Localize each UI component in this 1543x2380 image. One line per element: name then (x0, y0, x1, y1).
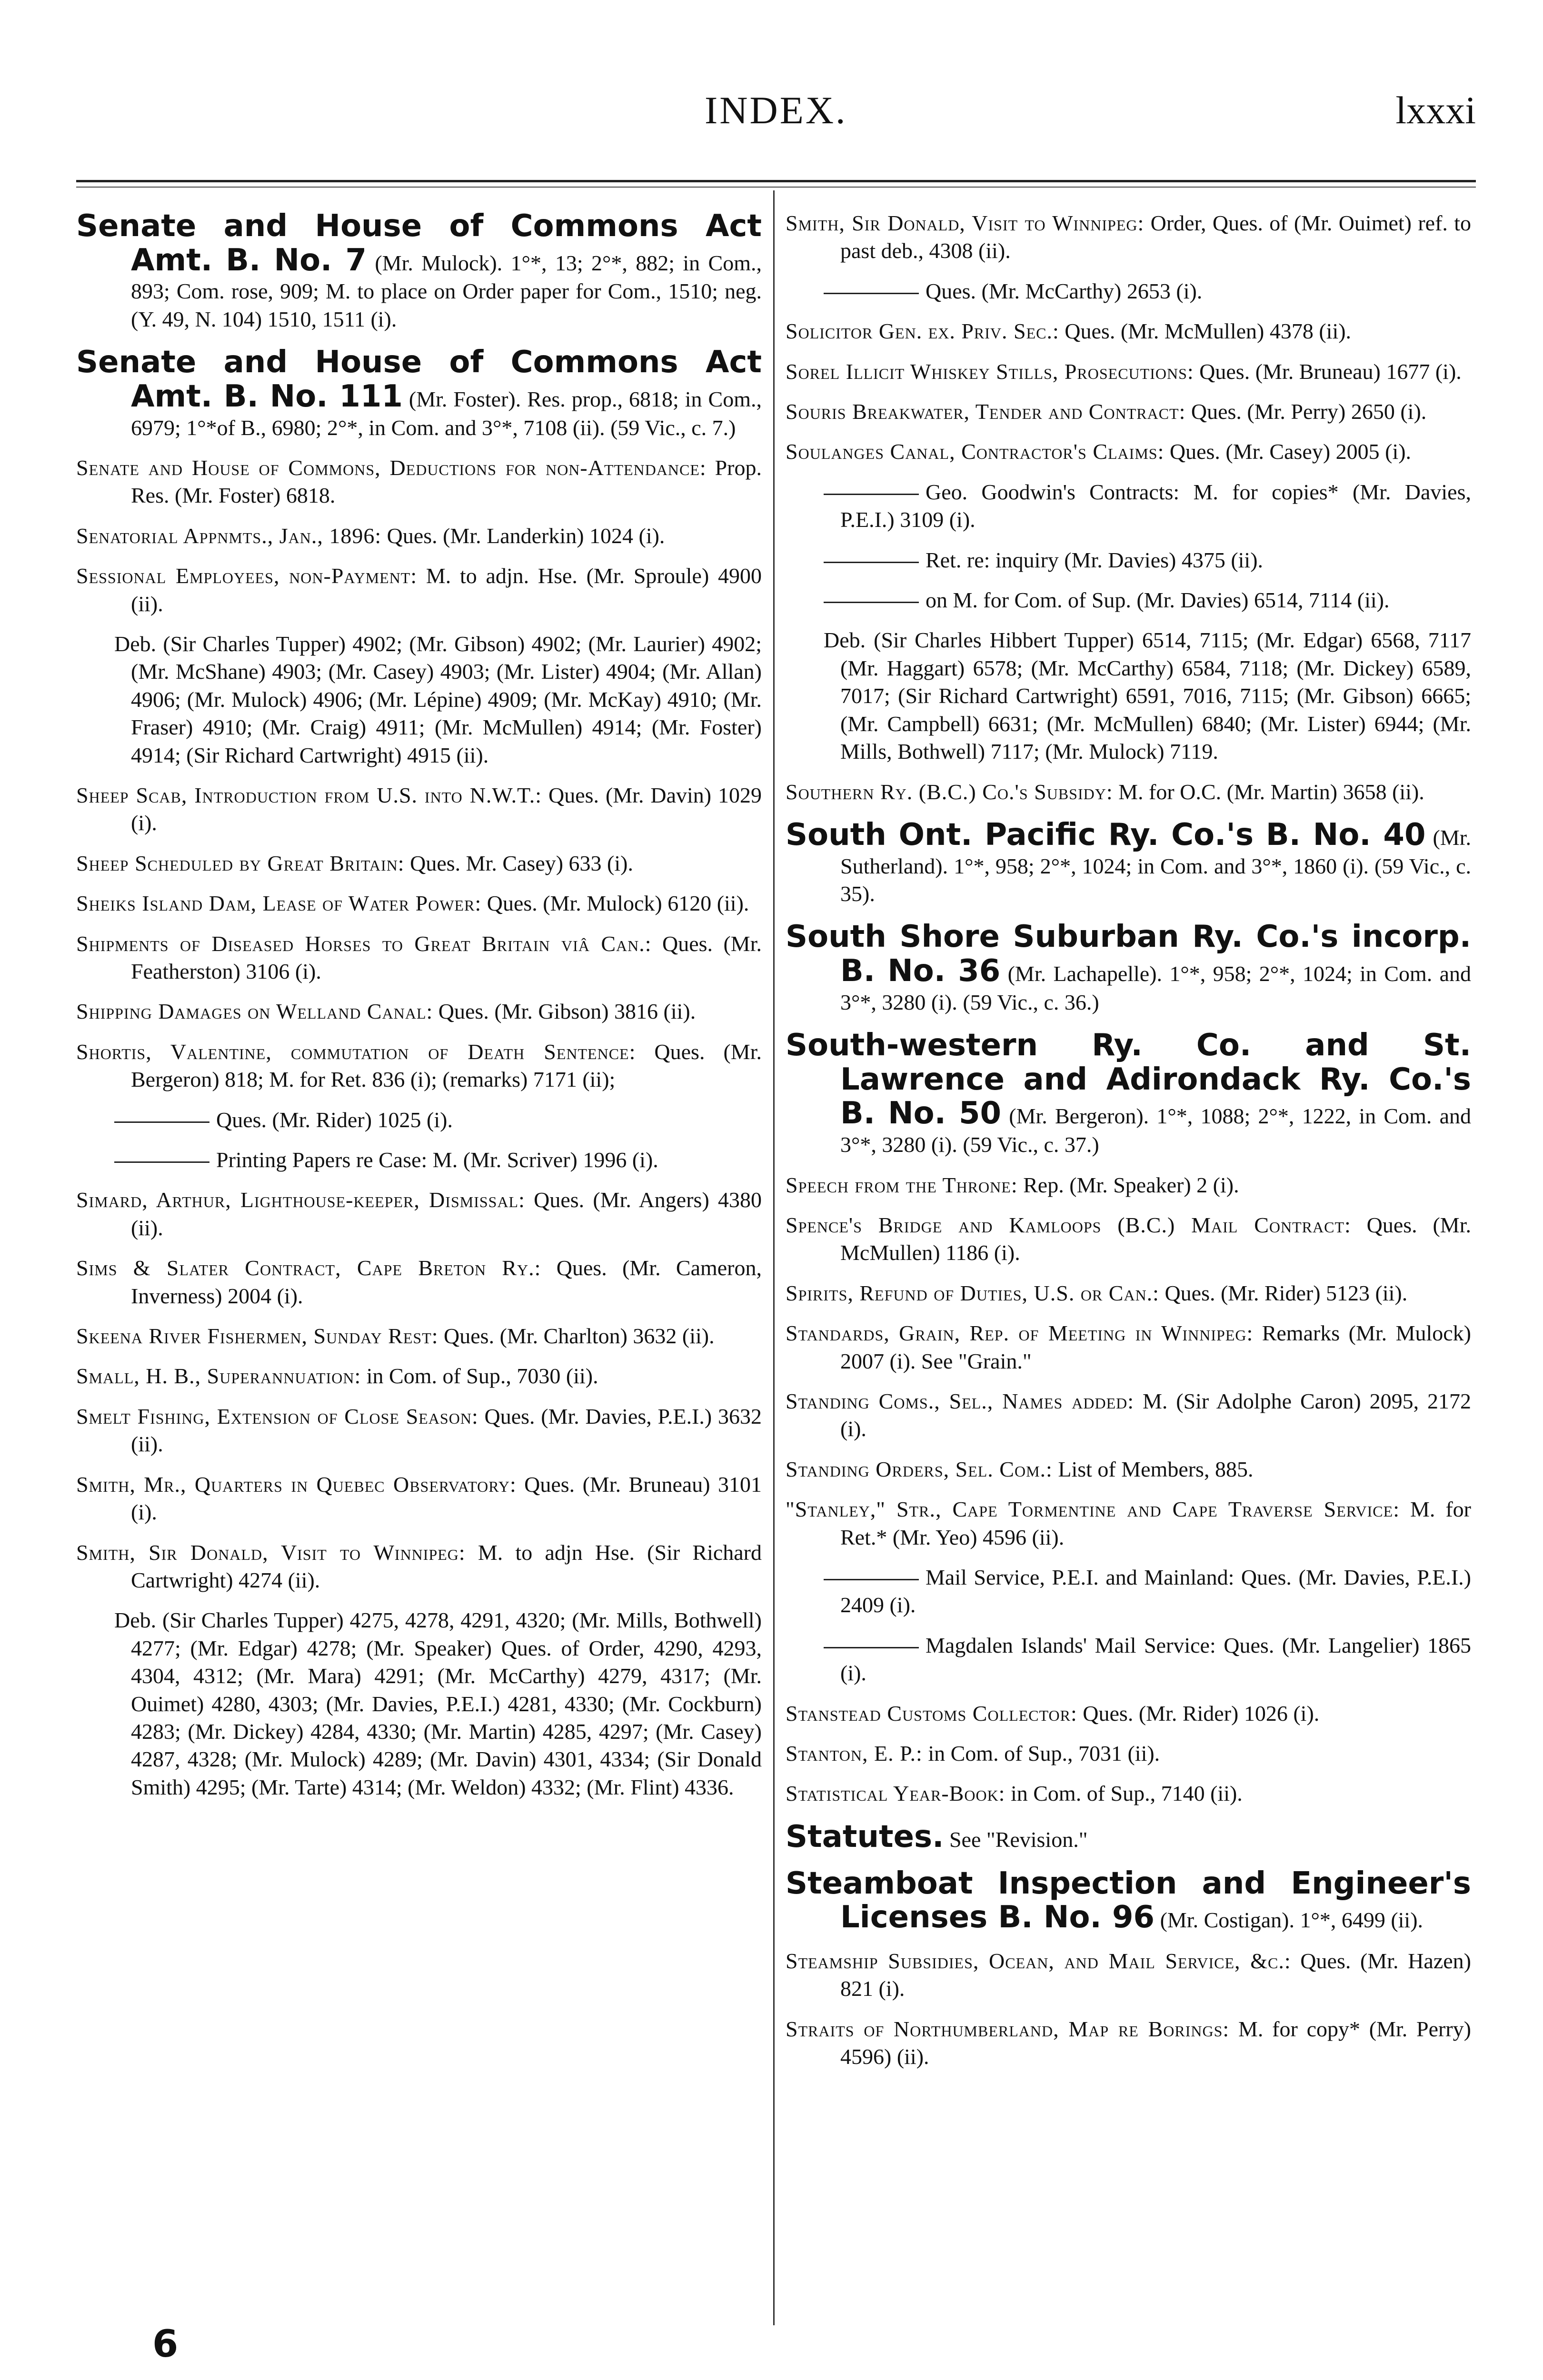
entry-heading: Smith, Sir Donald, Visit to Winnipeg: (76, 1540, 466, 1565)
index-entry (786, 920, 1471, 1016)
entry-body: Deb. (Sir Charles Hibbert Tupper) 6514, 7115; (Mr. Edgar) 6568, 7117 (Mr. Haggart) 6578; (Mr. McCarthy) 6584, 7118; (Mr. Dickey) 6589, 7017; (Sir Richard Cartwright) 6591, 7016, 7115; (Mr. Gibson) 6665; (Mr. Campbell) 6631; (Mr. McMullen) 6840; (Mr. Lister) 6944; (Mr. Mills, Bothwell) 7117; (Mr. Mulock) 7119. (824, 628, 1471, 764)
entry-body: M. to adjn. Hse. (Mr. Sproule) 4900 (ii). (131, 564, 762, 616)
page-header (76, 88, 1476, 145)
entry-body: (Mr. Mulock). 1°*, 13; 2°*, 882; in Com., 893; Com. rose, 909; M. to place on Order paper for Com., 1510; neg. (Y. 49, N. 104) 1510, 1511 (i). (131, 250, 762, 331)
entry-body: in Com. of Sup., 7030 (ii). (361, 1364, 598, 1388)
entry-heading: Solicitor Gen. ex. Priv. Sec.: (786, 319, 1059, 344)
entry-body: List of Members, 885. (1052, 1457, 1254, 1481)
ditto-dash (114, 1121, 209, 1123)
entry-body: Geo. Goodwin's Contracts: M. for copies* (Mr. Davies, P.E.I.) 3109 (i). (840, 479, 1471, 532)
index-entry (76, 1186, 762, 1242)
entry-heading: Sorel Illicit Whiskey Stills, Prosecutions: (786, 359, 1194, 384)
entry-body: Rep. (Mr. Speaker) 2 (i). (1017, 1172, 1239, 1197)
ditto-dash (824, 494, 919, 495)
entry-body: on M. for Com. of Sup. (Mr. Davies) 6514, 7114 (ii). (926, 588, 1390, 613)
index-entry (76, 998, 762, 1025)
index-entry (786, 546, 1471, 574)
entry-heading: Senatorial Appnmts., Jan., 1896: (76, 523, 382, 548)
index-entry (76, 1471, 762, 1527)
ditto-dash (824, 602, 919, 603)
entry-heading: Steamship Subsidies, Ocean, and Mail Service, &c.: (786, 1948, 1291, 1973)
index-entry (786, 278, 1471, 305)
entry-body: Ques. (Mr. Gibson) 3816 (ii). (433, 999, 696, 1024)
entry-heading: Stanstead Customs Collector: (786, 1701, 1077, 1726)
index-entry (786, 478, 1471, 534)
entry-body: (Mr. Foster). Res. prop., 6818; in Com., 6979; 1°*of B., 6980; 2°*, in Com. and 3°*, 7108 (ii). (59 Vic., c. 7.) (131, 387, 762, 440)
entry-heading: Sheiks Island Dam, Lease of Water Power: (76, 891, 482, 916)
entry-heading: South Shore Suburban Ry. Co.'s incorp. B. No. 36 (786, 919, 1471, 989)
entry-heading: Soulanges Canal, Contractor's Claims: (786, 439, 1165, 464)
index-entry (786, 818, 1471, 908)
entry-body: Mail Service, P.E.I. and Mainland: Ques. (Mr. Davies, P.E.I.) 2409 (i). (840, 1565, 1471, 1617)
entry-heading: "Stanley," Str., Cape Tormentine and Cape Traverse Service: (786, 1497, 1400, 1522)
ditto-dash (824, 1579, 919, 1580)
entry-body: Ques. (Mr. Casey) 2005 (i). (1164, 439, 1412, 464)
entry-body: Ques. (Mr. Rider) 1026 (i). (1077, 1701, 1320, 1726)
index-entry (786, 586, 1471, 614)
page-title: INDEX. (705, 89, 847, 132)
entry-body: Ques. (Mr. Angers) 4380 (ii). (131, 1188, 762, 1240)
index-entry (786, 1947, 1471, 2003)
index-entry (786, 2015, 1471, 2071)
index-entry (76, 522, 762, 550)
entry-heading: Shortis, Valentine, commutation of Death Sentence: (76, 1039, 636, 1064)
entry-heading: Southern Ry. (B.C.) Co.'s Subsidy: (786, 779, 1113, 804)
index-entry (786, 1632, 1471, 1687)
index-entry (786, 626, 1471, 765)
ditto-dash (824, 562, 919, 563)
index-entry (76, 930, 762, 986)
index-entry (76, 1146, 762, 1174)
entry-heading: Senate and House of Commons Act Amt. B. No. 111 (76, 345, 762, 414)
entry-heading: Speech from the Throne: (786, 1172, 1018, 1197)
entry-heading: Spirits, Refund of Duties, U.S. or Can.: (786, 1280, 1159, 1305)
entry-body: Deb. (Sir Charles Tupper) 4275, 4278, 4291, 4320; (Mr. Mills, Bothwell) 4277; (Mr. Edgar) 4278; (Mr. Speaker) Ques. of Order, 4290, 4293, 4304, 4312; (Mr. Mara) 4291; (Mr. McCarthy) 4279, 4317; (Mr. Ouimet) 4280, 4303; (Mr. Davies, P.E.I.) 4281, 4330; (Mr. Cockburn) 4283; (Mr. Dickey) 4284, 4330; (Mr. Martin) 4285, 4297; (Mr. Casey) 4287, 4328; (Mr. Mulock) 4289; (Mr. Davin) 4301, 4334; (Sir Donald Smith) 4295; (Mr. Tarte) 4314; (Mr. Weldon) 4332; (Mr. Flint) 4336. (114, 1608, 762, 1799)
entry-heading: Smelt Fishing, Extension of Close Season: (76, 1404, 478, 1428)
ditto-dash (824, 1647, 919, 1648)
entry-heading: Sims & Slater Contract, Cape Breton Ry.: (76, 1256, 541, 1280)
entry-heading: Sessional Employees, non-Payment: (76, 564, 418, 588)
entry-body: (Mr. Bergeron). 1°*, 1088; 2°*, 1222, in Com. and 3°*, 3280 (i). (59 Vic., c. 37.) (840, 1104, 1471, 1157)
entry-body: Remarks (Mr. Mulock) 2007 (i). See "Grain." (840, 1321, 1471, 1373)
entry-body: in Com. of Sup., 7140 (ii). (1005, 1781, 1243, 1806)
index-entry (786, 1279, 1471, 1307)
entry-body: Ret. re: inquiry (Mr. Davies) 4375 (ii). (926, 547, 1264, 572)
index-entry (786, 1319, 1471, 1375)
index-entry (76, 850, 762, 877)
index-entry (76, 209, 762, 333)
index-entry (786, 1820, 1471, 1854)
entry-heading: Straits of Northumberland, Map re Borings: (786, 2016, 1230, 2041)
entry-heading: Shipments of Diseased Horses to Great Britain viâ Can.: (76, 931, 652, 956)
entry-heading: Small, H. B., Superannuation: (76, 1364, 361, 1388)
entry-heading: Stanton, E. P.: (786, 1741, 923, 1766)
entry-heading: Sheep Scab, Introduction from U.S. into N.W.T.: (76, 783, 542, 807)
signature-mark: 6 (152, 2323, 179, 2366)
entry-body: Magdalen Islands' Mail Service: Ques. (Mr. Langelier) 1865 (i). (840, 1633, 1471, 1686)
index-entry (786, 1388, 1471, 1443)
index-entry (76, 454, 762, 510)
entry-body: in Com. of Sup., 7031 (ii). (922, 1741, 1160, 1766)
index-entry (76, 1038, 762, 1094)
entry-body: Ques. (Mr. McCarthy) 2653 (i). (926, 278, 1203, 303)
header-rule (76, 180, 1476, 182)
entry-heading: Souris Breakwater, Tender and Contract: (786, 399, 1186, 424)
index-entry (76, 1322, 762, 1350)
entry-body: Ques. (Mr. Davin) 1029 (i). (131, 783, 762, 835)
entry-heading: Standing Coms., Sel., Names added: (786, 1389, 1135, 1413)
entry-body: Ques. (Mr. Featherston) 3106 (i). (131, 931, 762, 983)
entry-body: (Mr. Sutherland). 1°*, 958; 2°*, 1024; in Com. and 3°*, 1860 (i). (59 Vic., c. 35). (840, 825, 1471, 906)
index-entry (786, 1029, 1471, 1159)
index-entry (786, 209, 1471, 265)
index-entry (786, 438, 1471, 466)
entry-heading: Standards, Grain, Rep. of Meeting in Winnipeg: (786, 1321, 1254, 1346)
entry-body: Ques. (Mr. Rider) 5123 (ii). (1159, 1280, 1408, 1305)
entry-body: Deb. (Sir Charles Tupper) 4902; (Mr. Gibson) 4902; (Mr. Laurier) 4902; (Mr. McShane) 4903; (Mr. Casey) 4903; (Mr. Lister) 4904; (Mr. Allan) 4906; (Mr. Mulock) 4906; (Mr. Lépine) 4909; (Mr. McKay) 4910; (Mr. Fraser) 4910; (Mr. Craig) 4911; (Mr. McMullen) 4914; (Mr. Foster) 4914; (Sir Richard Cartwright) 4915 (ii). (114, 631, 762, 767)
entry-body: Ques. (Mr. Perry) 2650 (i). (1185, 399, 1427, 424)
index-entry (786, 317, 1471, 345)
entry-body: Ques. (Mr. Charlton) 3632 (ii). (438, 1324, 715, 1349)
entry-body: Ques. (Mr. Davies, P.E.I.) 3632 (ii). (131, 1404, 762, 1457)
entry-body: Ques. (Mr. Rider) 1025 (i). (216, 1107, 453, 1132)
entry-body: Ques. Mr. Casey) 633 (i). (404, 851, 633, 875)
entry-body: Ques. (Mr. Bruneau) 1677 (i). (1194, 359, 1462, 384)
index-entry (786, 1564, 1471, 1619)
entry-heading: Smith, Mr., Quarters in Quebec Observatory: (76, 1472, 517, 1497)
entry-heading: Standing Orders, Sel. Com.: (786, 1457, 1053, 1481)
entry-body: M. to adjn Hse. (Sir Richard Cartwright) 4274 (ii). (131, 1540, 762, 1592)
entry-body: Ques. (Mr. Mulock) 6120 (ii). (481, 891, 749, 916)
entry-body: M. for O.C. (Mr. Martin) 3658 (ii). (1113, 779, 1424, 804)
index-column-right (786, 209, 1471, 2083)
entry-heading: South-western Ry. Co. and St. Lawrence and Adirondack Ry. Co.'s B. No. 50 (786, 1028, 1471, 1131)
entry-body: See "Revision." (944, 1827, 1088, 1852)
index-entry (786, 1867, 1471, 1935)
index-entry (76, 1403, 762, 1458)
entry-body: Ques. (Mr. Bergeron) 818; M. for Ret. 836 (i); (remarks) 7171 (ii); (131, 1039, 762, 1092)
entry-heading: Simard, Arthur, Lighthouse-keeper, Dismissal: (76, 1188, 525, 1212)
entry-body: Ques. (Mr. McMullen) 4378 (ii). (1059, 319, 1352, 344)
index-entry (786, 1740, 1471, 1767)
entry-body: Printing Papers re Case: M. (Mr. Scriver) 1996 (i). (216, 1148, 658, 1172)
index-entry (76, 1539, 762, 1595)
index-entry (76, 1254, 762, 1310)
index-entry (786, 1700, 1471, 1727)
entry-body: Ques. (Mr. Bruneau) 3101 (i). (131, 1472, 762, 1525)
index-entry (76, 1106, 762, 1134)
entry-heading: Steamboat Inspection and Engineer's Licenses B. No. 96 (786, 1865, 1471, 1935)
entry-body: M. for Ret.* (Mr. Yeo) 4596 (ii). (840, 1497, 1471, 1549)
entry-heading: Spence's Bridge and Kamloops (B.C.) Mail Contract: (786, 1212, 1351, 1237)
index-entry (786, 358, 1471, 386)
entry-heading: South Ont. Pacific Ry. Co.'s B. No. 40 (786, 817, 1426, 853)
index-entry (76, 890, 762, 917)
entry-body: Order, Ques. of (Mr. Ouimet) ref. to past deb., 4308 (ii). (840, 211, 1471, 263)
index-entry (76, 562, 762, 618)
page-number: lxxxi (1395, 89, 1476, 132)
entry-body: M. for copy* (Mr. Perry) 4596) (ii). (840, 2016, 1471, 2069)
index-column-left (76, 209, 762, 1814)
index-entry (786, 1456, 1471, 1483)
header-rule-thin (76, 187, 1476, 188)
entry-heading: Smith, Sir Donald, Visit to Winnipeg: (786, 211, 1145, 235)
entry-heading: Senate and House of Commons, Deductions for non-Attendance: (76, 455, 707, 480)
entry-heading: Sheep Scheduled by Great Britain: (76, 851, 405, 875)
index-entry (76, 1362, 762, 1390)
entry-body: (Mr. Costigan). 1°*, 6499 (ii). (1155, 1908, 1424, 1933)
column-divider (773, 190, 775, 2325)
index-entry (786, 1780, 1471, 1807)
entry-body: Prop. Res. (Mr. Foster) 6818. (131, 455, 762, 508)
index-entry (76, 1606, 762, 1801)
entry-body: M. (Sir Adolphe Caron) 2095, 2172 (i). (840, 1389, 1472, 1441)
entry-body: Ques. (Mr. Landerkin) 1024 (i). (381, 523, 665, 548)
entry-body: Ques. (Mr. Cameron, Inverness) 2004 (i). (131, 1256, 762, 1308)
index-entry (786, 1211, 1471, 1267)
entry-heading: Statutes. (786, 1819, 944, 1854)
index-entry (786, 1171, 1471, 1199)
entry-heading: Statistical Year-Book: (786, 1781, 1005, 1806)
index-entry (786, 778, 1471, 806)
ditto-dash (114, 1161, 209, 1163)
entry-body: Ques. (Mr. McMullen) 1186 (i). (840, 1212, 1471, 1265)
index-entry (786, 1496, 1471, 1551)
index-entry (76, 782, 762, 837)
entry-heading: Shipping Damages on Welland Canal: (76, 999, 433, 1024)
entry-heading: Senate and House of Commons Act Amt. B. No. 7 (76, 208, 762, 278)
index-entry (76, 630, 762, 769)
index-entry (76, 346, 762, 442)
entry-body: (Mr. Lachapelle). 1°*, 958; 2°*, 1024; in Com. and 3°*, 3280 (i). (59 Vic., c. 36.) (840, 962, 1471, 1014)
entry-body: Ques. (Mr. Hazen) 821 (i). (840, 1948, 1471, 2001)
index-entry (786, 398, 1471, 426)
ditto-dash (824, 293, 919, 294)
entry-heading: Skeena River Fishermen, Sunday Rest: (76, 1324, 438, 1349)
